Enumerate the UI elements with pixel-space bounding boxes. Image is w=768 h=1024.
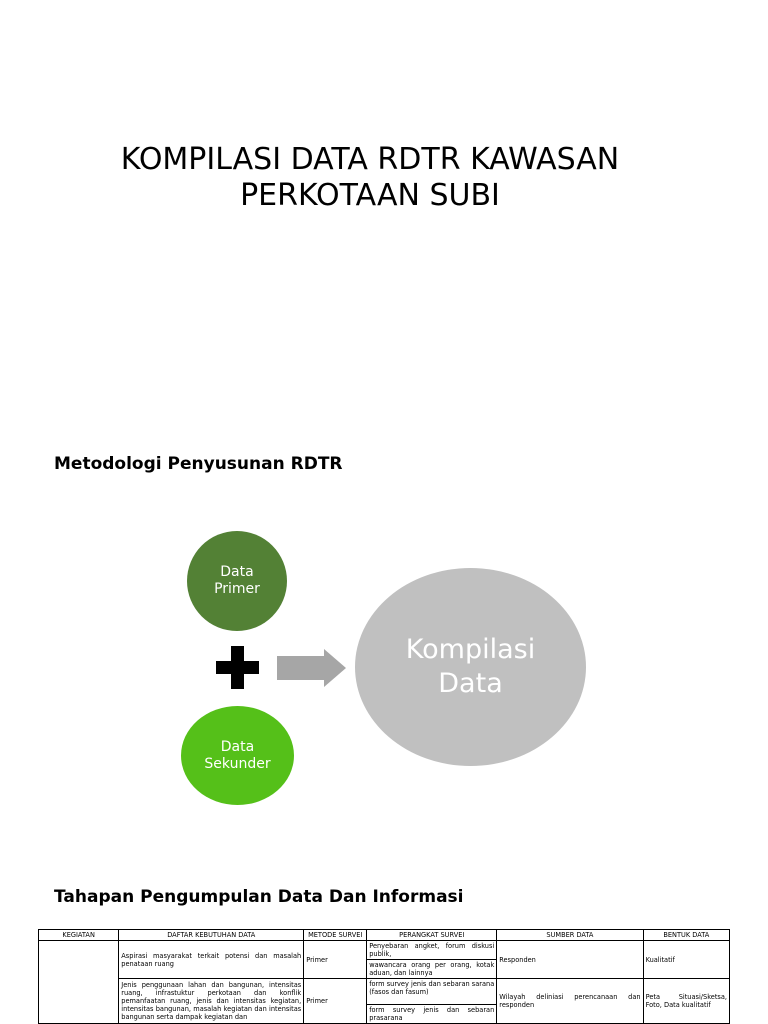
header-sumber: SUMBER DATA [497,930,643,941]
section-heading-tahapan: Tahapan Pengumpulan Data Dan Informasi [54,887,464,907]
data-sekunder-label-1: Data [220,738,255,755]
right-arrow-icon [277,649,347,687]
kompilasi-label-2: Data [438,668,503,699]
kompilasi-label-1: Kompilasi [405,634,536,665]
table-cell-metode: Primer [304,941,367,979]
table-cell-kegiatan [39,941,119,1024]
table-cell-kebutuhan: Aspirasi masyarakat terkait potensi dan masalah penataan ruang [119,941,304,979]
perangkat-line-a: form survey jenis dan sebaran sarana (fasos dan fasum) [369,980,495,996]
table-row [39,941,730,979]
table-cell-kebutuhan: Jenis penggunaan lahan dan bangunan, intensitas ruang, infrastuktur perkotaan dan konflik pemanfaatan ruang, jenis dan intensitas kegiatan, intensitas bangunan, masalah kegiatan dan intensitas bangunan serta dampak kegiatan dan [119,979,304,1024]
table-cell-sumber: Wilayah deliniasi perencanaan dan responden [497,979,643,1024]
document-title [0,142,740,214]
data-primer-label-2: Primer [214,581,260,597]
title-line-2: PERKOTAAN SUBI [240,178,500,213]
perangkat-line-b: wawancara orang per orang, kotak aduan, dan lainnya [369,961,495,977]
header-kegiatan: KEGIATAN [39,930,119,941]
data-primer-node [187,531,287,631]
perangkat-line-b: form survey jenis dan sebaran prasarana [369,1006,495,1022]
header-bentuk: BENTUK DATA [643,930,729,941]
perangkat-line-a: Penyebaran angket, forum diskusi publik, [369,942,495,958]
header-metode: METODE SURVEI [304,930,367,941]
table-row [39,979,730,1024]
table-cell-metode: Primer [304,979,367,1024]
table-cell-perangkat [367,979,497,1024]
title-line-1: KOMPILASI DATA RDTR KAWASAN [120,142,620,177]
plus-icon [216,646,259,689]
data-sekunder-label-2: Sekunder [204,755,271,772]
table-cell-perangkat [367,941,497,979]
data-collection-table [38,929,730,1024]
section-heading-metodologi: Metodologi Penyusunan RDTR [54,454,343,474]
data-primer-label-1: Data [220,564,254,580]
table-cell-bentuk: Kualitatif [643,941,729,979]
table-header-row [39,930,730,941]
kompilasi-data-node [355,568,586,766]
header-kebutuhan: DAFTAR KEBUTUHAN DATA [119,930,304,941]
data-sekunder-node [181,706,294,805]
header-perangkat: PERANGKAT SURVEI [367,930,497,941]
table-cell-sumber: Responden [497,941,643,979]
table-cell-bentuk: Peta Situasi/Sketsa, Foto, Data kualitatif [643,979,729,1024]
